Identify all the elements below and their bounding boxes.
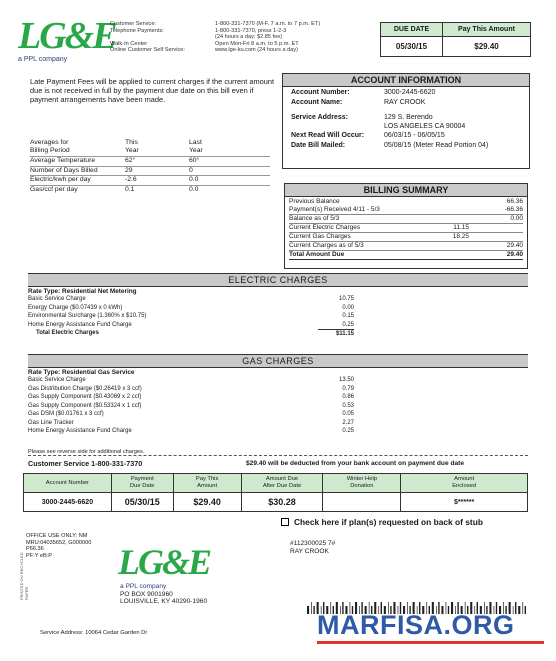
billing-value: [469, 233, 523, 241]
late-payment-notice: Late Payment Fees will be applied to current charges if the current amount due is not received in full by the payment due date on this bill even if payment arrangements have been made.: [30, 77, 275, 104]
averages-cell: -2.6: [125, 176, 137, 184]
contact-value: www.lge-ku.com (24 hours a day): [215, 47, 299, 53]
stub-value: $29.40: [173, 493, 241, 512]
electric-row: [28, 295, 528, 304]
billing-value: 0.00: [510, 215, 523, 222]
gas-row: [28, 402, 528, 411]
electric-total-value: $11.15: [318, 329, 354, 339]
electric-row: [28, 312, 528, 321]
account-value: 05/08/15 (Meter Read Portion 04): [384, 141, 489, 149]
gas-label: Home Energy Assistance Fund Charge: [28, 428, 132, 434]
due-box: [380, 22, 531, 57]
account-row: [291, 99, 521, 108]
account-label: Next Read Will Occur:: [291, 132, 365, 139]
customer-code: #112300025 7#: [290, 540, 336, 547]
averages-cell: Average Temperature: [30, 157, 96, 164]
stub-header: Winter Help Donation: [323, 474, 401, 493]
remit-address: [120, 583, 207, 606]
office-line: MRU:04035652, G000000: [26, 539, 92, 546]
electric-label: Home Energy Assistance Fund Charge: [28, 321, 132, 328]
electric-total-label: Total Electric Charges: [36, 330, 99, 336]
tagline: a PPL company: [18, 56, 68, 63]
gas-value: 2.27: [342, 419, 354, 426]
billing-sub-value: 11.15: [453, 224, 469, 231]
billing-value: -66.36: [504, 206, 523, 213]
averages-row: [30, 166, 270, 176]
averages-row: [30, 156, 270, 166]
electric-value: 0.15: [342, 313, 354, 319]
electric-value: 0.25: [342, 321, 354, 328]
stub-customer-service: Customer Service 1-800-331-7370: [28, 459, 143, 468]
billing-label: Current Electric Charges: [289, 224, 361, 231]
gas-value: 0.25: [342, 428, 354, 434]
averages-row: [30, 185, 270, 195]
watermark-text: MARFISA.ORG: [317, 610, 515, 640]
electric-label: Basic Service Charge: [28, 296, 86, 302]
electric-charges-section: [28, 273, 528, 339]
account-info-title: ACCOUNT INFORMATION: [282, 73, 530, 87]
gas-label: Gas DSM ($0.01761 x 3 ccf): [28, 411, 104, 417]
due-date-label: DUE DATE: [381, 23, 443, 37]
payment-stub-table: [23, 473, 528, 512]
stub-header: Pay This Amount: [173, 474, 241, 493]
office-use-block: [26, 533, 91, 559]
averages-cell: Number of Days Billed: [30, 166, 98, 174]
stub-header: Amount Due After Due Date: [241, 474, 323, 493]
averages-cell: 62°: [125, 157, 136, 164]
deduct-notice: $29.40 will be deducted from your bank account on payment due date: [246, 460, 465, 467]
billing-label: Payment(s) Received 4/11 - 5/3: [289, 206, 380, 213]
stub-header: Payment Due Date: [111, 474, 173, 493]
billing-sub-value: [409, 198, 469, 206]
account-value: 129 S. Berendo LOS ANGELES CA 90004: [384, 114, 466, 130]
gas-row: [28, 419, 528, 428]
billing-sub-value: [409, 251, 469, 259]
account-label: Date Bill Mailed:: [291, 141, 346, 149]
customer-block: [290, 540, 335, 556]
averages-row: [30, 175, 270, 185]
gas-label: Gas Distribution Charge ($0.26419 x 3 ccf): [28, 385, 142, 392]
barcode-bar: [311, 602, 312, 614]
averages-cell: 29: [125, 166, 133, 174]
account-value: 3000-2445-6620: [384, 89, 436, 96]
plan-checkbox[interactable]: [281, 518, 289, 526]
office-line: OFFICE USE ONLY: NM: [26, 533, 88, 539]
billing-label: Balance as of 5/3: [289, 215, 340, 222]
averages-cell: 0.0: [189, 185, 199, 193]
contact-label: Online Customer Self Service:: [110, 47, 185, 53]
billing-row: [289, 198, 523, 206]
billing-summary-title: BILLING SUMMARY: [284, 183, 528, 197]
account-row: [291, 142, 521, 151]
averages-cell: 0.0: [189, 176, 199, 184]
account-value: 06/03/15 - 06/05/15: [384, 132, 445, 139]
electric-label: Environmental Surcharge (1.360% x $10.75): [28, 313, 147, 319]
gas-row: [28, 427, 528, 436]
electric-rate-type: Rate Type: Residential Net Metering: [28, 288, 137, 295]
gas-value: 13.50: [338, 377, 354, 383]
billing-value: 66.36: [506, 198, 523, 205]
billing-label: Current Charges as of 5/3: [289, 242, 364, 249]
barcode-bar: [518, 606, 520, 614]
billing-sub-value: [409, 206, 469, 214]
gas-value: 0.86: [342, 394, 354, 400]
averages-table: [30, 139, 270, 194]
lge-logo: [18, 15, 116, 63]
see-reverse-note: Please see reverse side for additional charges.: [28, 449, 145, 455]
billing-sub-value: [409, 242, 469, 250]
stub-value: $******: [401, 493, 528, 512]
office-line: PF:Y eB:P: [26, 552, 53, 559]
gas-value: 0.79: [342, 385, 354, 392]
account-label: Service Address:: [291, 114, 348, 121]
contact-value: Open Mon-Fri 8 a.m. to 5 p.m. ET: [215, 40, 299, 47]
averages-header: Last Year: [189, 139, 203, 154]
barcode-bar: [515, 602, 516, 614]
stub-value: 3000-2445-6620: [24, 493, 112, 512]
contact-label: Telephone Payments:: [110, 27, 164, 34]
account-label: Account Name:: [291, 98, 343, 106]
billing-row: [289, 223, 523, 232]
billing-row: [289, 214, 523, 223]
pay-amount-value: $29.40: [443, 37, 531, 57]
averages-header: This Year: [125, 139, 139, 154]
stub-header: Account Number: [24, 474, 112, 493]
gas-label: Gas Supply Component ($0.53324 x 1 ccf): [28, 402, 142, 409]
billing-label: Total Amount Due: [289, 251, 345, 258]
due-date-value: 05/30/15: [381, 37, 443, 57]
watermark-underline: [317, 641, 544, 644]
plan-check-label: Check here if plan(s) requested on back of stub: [294, 517, 483, 527]
averages-cell: 0: [189, 166, 193, 174]
gas-label: Gas Line Tracker: [28, 419, 74, 426]
barcode-bar: [522, 602, 523, 614]
logo-text: LG&E: [18, 15, 116, 57]
billing-row: [289, 206, 523, 214]
averages-cell: Gas/ccf per day: [30, 185, 78, 193]
contact-labels: [110, 21, 215, 54]
remit-logo: LG&E: [118, 542, 211, 582]
gas-value: 0.53: [342, 402, 354, 409]
billing-value: 29.40: [506, 251, 523, 258]
account-row: [291, 132, 521, 141]
billing-sub-value: 18.25: [452, 233, 469, 240]
averages-header: Averages for Billing Period: [30, 139, 70, 154]
gas-row: [28, 376, 528, 385]
gas-row: [28, 385, 528, 394]
contact-label: Customer Service:: [110, 21, 157, 27]
contact-value: (24 hours a day; $2.85 fee): [215, 34, 283, 40]
averages-cell: 60°: [189, 157, 200, 164]
averages-cell: Electric/kwh per day: [30, 176, 91, 184]
account-value: RAY CROOK: [384, 98, 426, 106]
office-line: P66.36: [26, 546, 44, 553]
account-row: [291, 89, 521, 98]
stub-value: $30.28: [241, 493, 323, 512]
gas-label: Gas Supply Component ($0.43069 x 2 ccf): [28, 394, 142, 400]
electric-value: 0.00: [342, 304, 354, 311]
gas-charges-section: [28, 354, 528, 436]
pay-label: Pay This Amount: [443, 23, 531, 37]
billing-summary: [284, 183, 528, 269]
remit-line: a PPL company: [120, 583, 167, 590]
gas-label: Basic Service Charge: [28, 377, 86, 383]
account-information: [282, 73, 530, 169]
billing-sub-value: [409, 215, 469, 223]
contact-label: Walk-In Center: [110, 40, 148, 47]
stub-value: [323, 493, 401, 512]
billing-row: [289, 232, 523, 241]
remit-line: PO BOX 9001960: [120, 590, 173, 598]
averages-cell: 0.1: [125, 185, 135, 193]
billing-row: [289, 241, 523, 250]
customer-name: RAY CROOK: [290, 548, 329, 555]
gas-rate-type: Rate Type: Residential Gas Service: [28, 369, 135, 376]
billing-label: Previous Balance: [289, 198, 340, 205]
stub-header: Amount Enclosed: [401, 474, 528, 493]
billing-value: 29.40: [506, 242, 523, 249]
gas-value: 0.05: [342, 411, 354, 417]
remit-line: LOUISVILLE, KY 40290-1960: [120, 598, 208, 605]
gas-row: [28, 410, 528, 419]
account-label: Account Number:: [291, 89, 350, 96]
electric-row: [28, 304, 528, 313]
gas-row: [28, 393, 528, 402]
account-row: [291, 114, 521, 131]
contact-values: [215, 21, 365, 54]
gas-charges-title: GAS CHARGES: [28, 355, 528, 368]
billing-row: [289, 250, 523, 260]
billing-value: [469, 224, 523, 232]
service-address-footer: Service Address: 10064 Cedar Garden Dr: [40, 630, 148, 636]
electric-label: Energy Charge ($0.07439 x 0 kWh): [28, 304, 123, 311]
electric-row: [28, 321, 528, 330]
stub-value: 05/30/15: [111, 493, 173, 512]
electric-value: 10.75: [338, 296, 354, 302]
electric-charges-title: ELECTRIC CHARGES: [28, 274, 528, 287]
recycled-paper-note: PRINTED ON RECYCLED PAPER: [19, 552, 29, 600]
watermark: [317, 610, 515, 640]
contact-value: 1-800-331-7370 (M-F, 7 a.m. to 7 p.m. ET): [215, 21, 321, 27]
billing-label: Current Gas Charges: [289, 233, 351, 240]
barcode-bar: [307, 606, 309, 614]
barcode-bar: [313, 606, 314, 614]
barcode-bar: [525, 606, 526, 614]
plan-check-row: [281, 517, 483, 527]
contact-value: 1-800-331-7370, press 1-2-3: [215, 27, 287, 34]
